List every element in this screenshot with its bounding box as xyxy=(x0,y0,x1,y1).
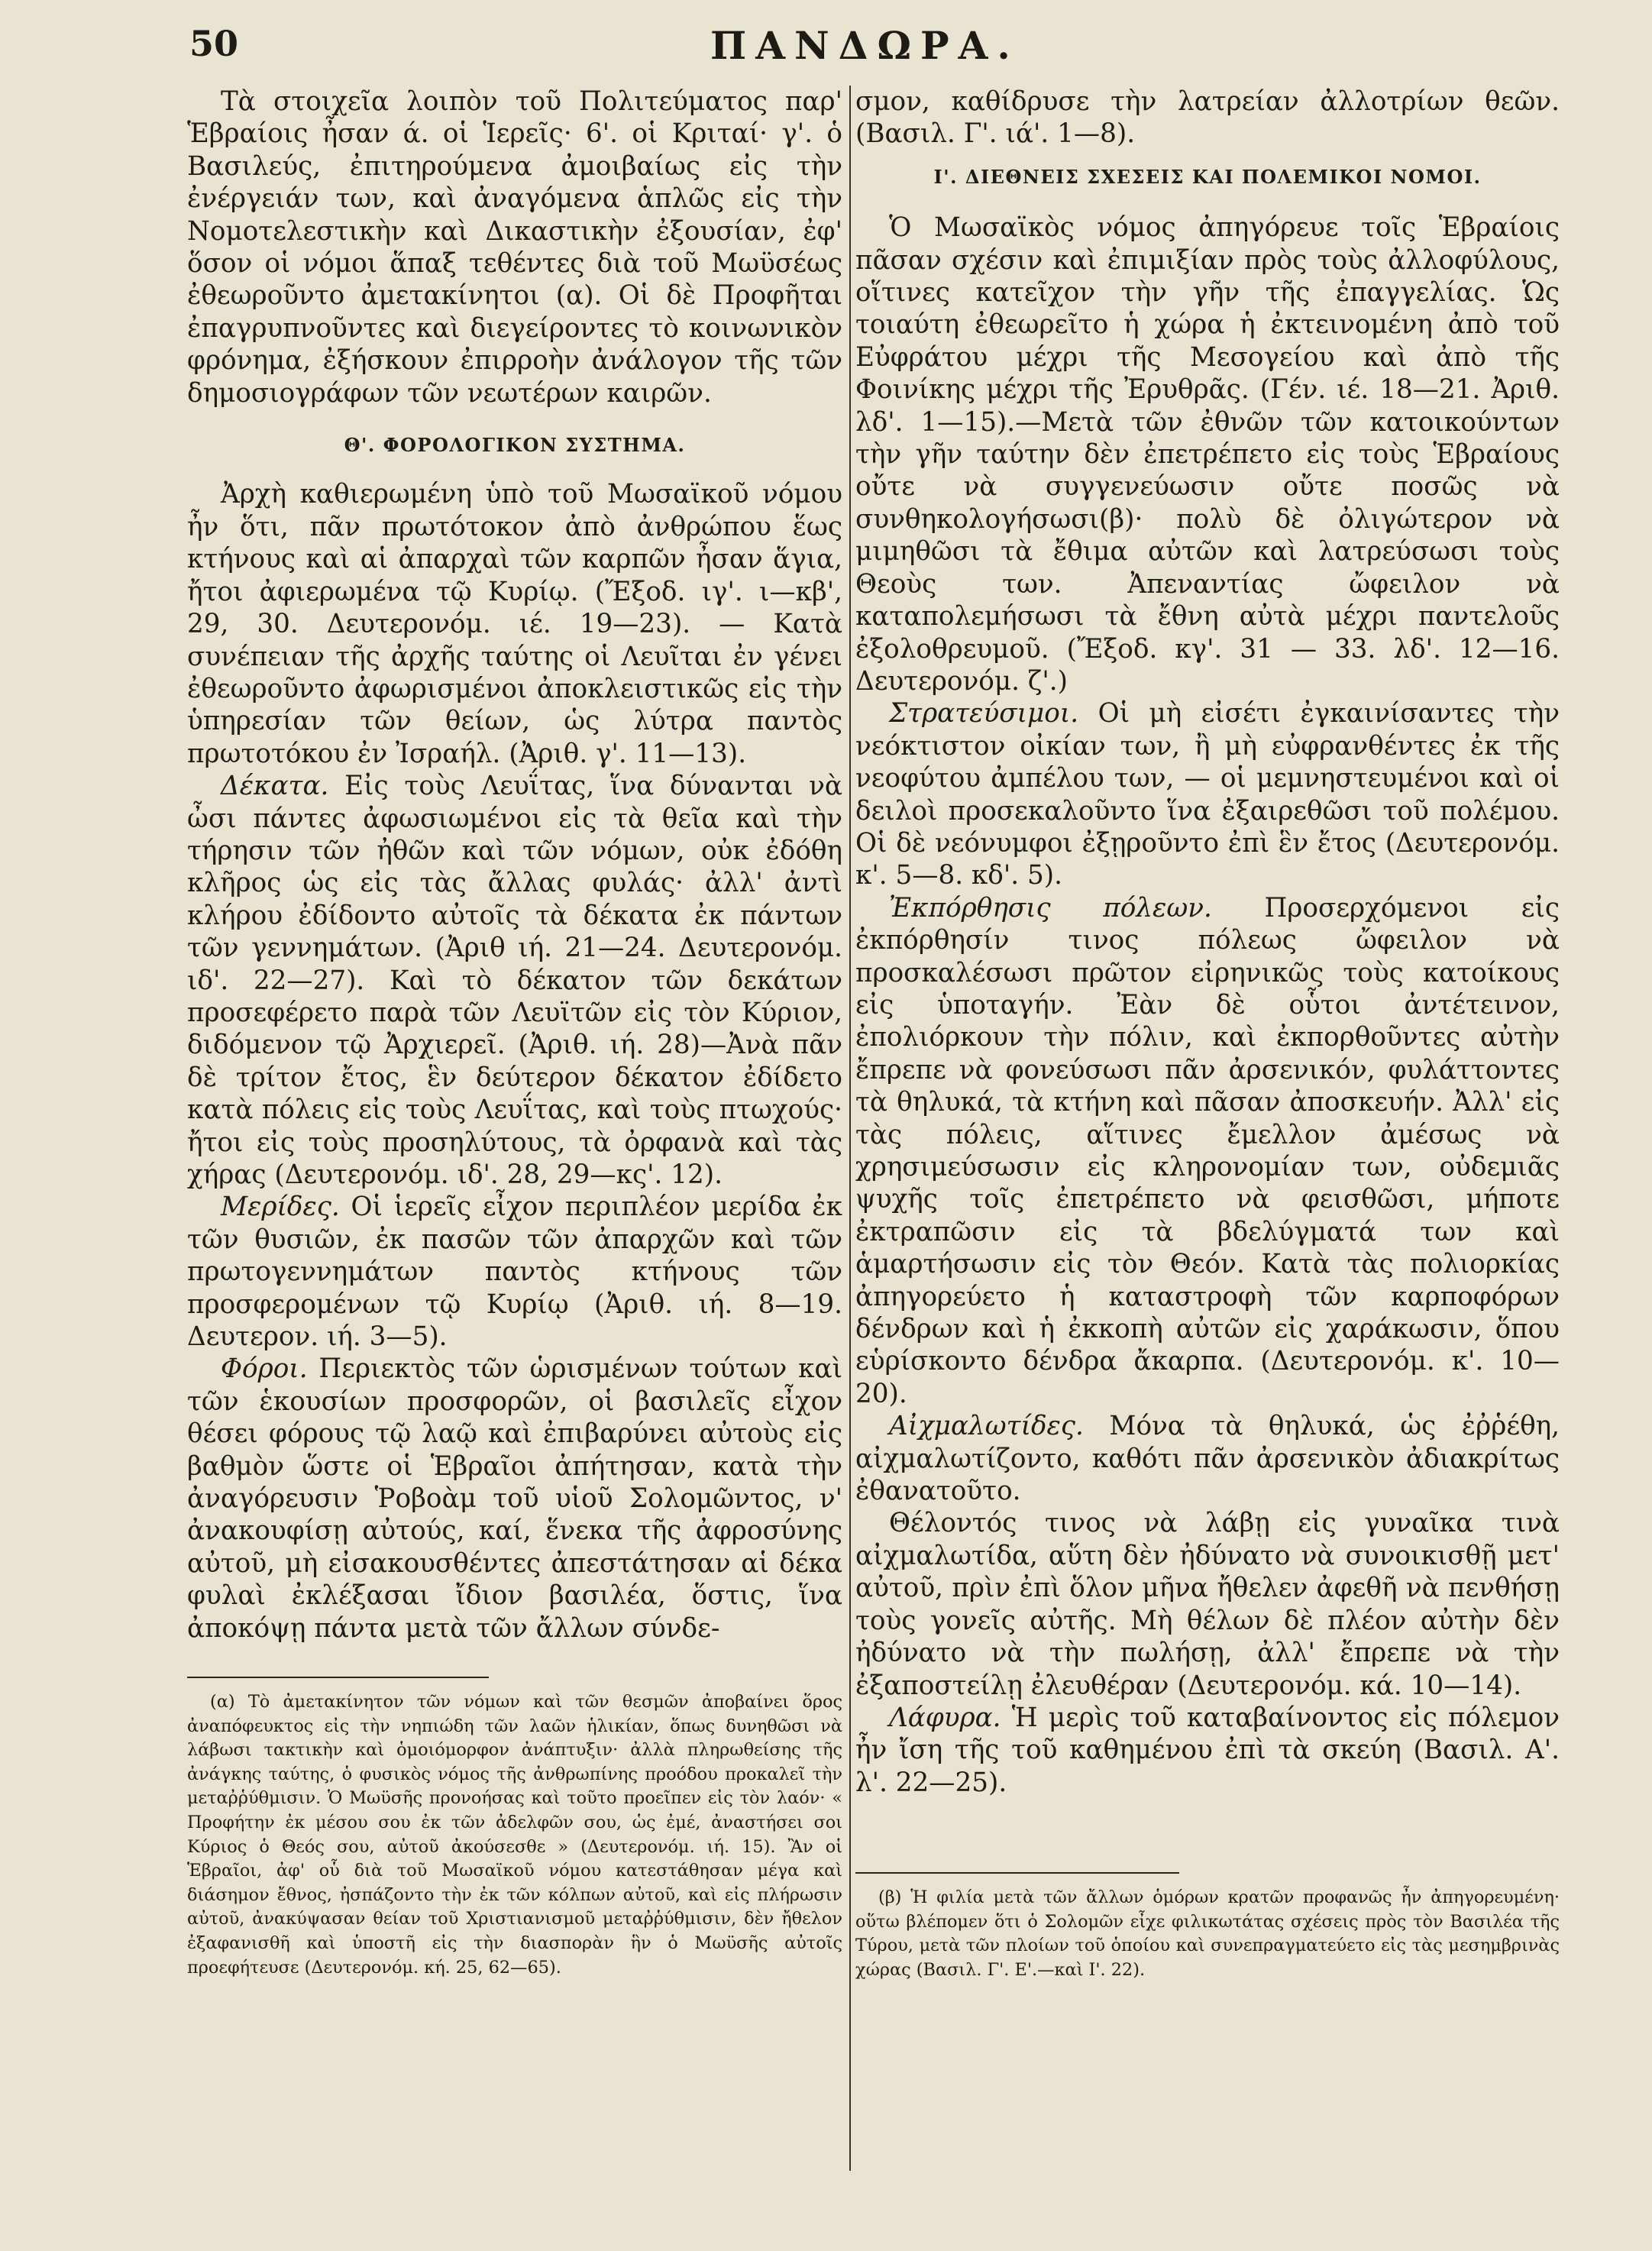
journal-title: ΠΑΝΔΩΡΑ. xyxy=(710,23,1020,68)
paragraph-portions xyxy=(187,1191,842,1353)
intro-paragraph: Τὰ στοιχεῖα λοιπὸν τοῦ Πολιτεύματος παρ' Ἑβραίοις ἦσαν ά. οἱ Ἱερεῖς· 6'. οἱ Κριταί· γ'. ὁ Βασιλεύς, ἐπιτηρούμενα ἀμοιβαίως εἰς τὴν ἐνέργειάν των, καὶ ἀναγόμενα ἁπλῶς εἰς τὴν Νομοτελεστικὴν καὶ Δικαστικὴν ἐξουσίαν, ἐφ' ὅσον οἱ νόμοι ἅπαξ τεθέντες διὰ τοῦ Μωϋσέως ἐθεωροῦντο ἀμετακίνητοι (α). Οἱ δὲ Προφῆται ἐπαγρυπνοῦντες καὶ διεγείροντες τὸ κοινωνικὸν φρόνημα, ἐξήσκουν ἐπιρροὴν ἀνάλογον τῆς τῶν δημοσιογράφων τῶν νεωτέρων καιρῶν. xyxy=(187,86,842,409)
term-portions: Μερίδες. xyxy=(221,1192,340,1223)
term-siege: Ἐκπόρθησις πόλεων. xyxy=(889,892,1212,923)
paragraph-taxes xyxy=(187,1353,842,1645)
footnote-rule xyxy=(855,1872,1179,1874)
text-taxes: Περιεκτὸς τῶν ὡρισμένων τούτων καὶ τῶν ἑκουσίων προσφορῶν, οἱ βασιλεῖς εἶχον θέσει φόρους τῷ λαῷ καὶ ἐπιβαρύνει αὐτοὺς εἰς βαθμὸν ὥστε οἱ Ἑβραῖοι ἀπήτησαν, κατὰ τὴν ἀναγόρευσιν Ῥοβοὰμ τοῦ υἱοῦ Σολομῶντος, ν' ἀνακουφίσῃ αὐτούς, καί, ἕνεκα τῆς ἀφροσύνης αὐτοῦ, μὴ εἰσακουσθέντες ἀπεστάτησαν αἱ δέκα φυλαὶ ἐκλέξασαι ἴδιον βασιλέα, ὅστις, ἵνα ἀποκόψῃ πάντα μετὰ τῶν ἄλλων σύνδε- xyxy=(187,1354,842,1644)
section-heading-tax-system: Θ'. ΦΟΡΟΛΟΓΙΚΟΝ ΣΥΣΤΗΜΑ. xyxy=(344,434,686,457)
column-divider xyxy=(849,86,851,2171)
term-taxes: Φόροι. xyxy=(221,1354,308,1385)
paragraph-first-born: Ἀρχὴ καθιερωμένη ὑπὸ τοῦ Μωσαϊκοῦ νόμου ἦν ὅτι, πᾶν πρωτότοκον ἀπὸ ἀνθρώπου ἕως κτήνους καὶ αἱ ἀπαρχαὶ τῶν καρπῶν ἦσαν ἅγια, ἤτοι ἀφιερωμένα τῷ Κυρίῳ. (Ἔξοδ. ιγ'. ι—κβ', 29, 30. Δευτερονόμ. ιέ. 19—23). — Κατὰ συνέπειαν τῆς ἀρχῆς ταύτης οἱ Λευῖται ἐν γένει ἐθεωροῦντο ἀφωρισμένοι ἀποκλειστικῶς εἰς τὴν ὑπηρεσίαν τῶν θείων, ὡς λύτρα παντὸς πρωτοτόκου ἐν Ἰσραήλ. (Ἀριθ. γ'. 11—13). xyxy=(187,479,842,769)
paragraph-siege xyxy=(855,892,1560,1411)
section-heading-international-relations: Ι'. ΔΙΕΘΝΕΙΣ ΣΧΕΣΕΙΣ ΚΑΙ ΠΟΛΕΜΙΚΟΙ ΝΟΜΟΙ. xyxy=(933,165,1482,188)
footnote-b: (β) Ἡ φιλία μετὰ τῶν ἄλλων ὁμόρων κρατῶν προφανῶς ἦν ἀπηγορευμένη· οὕτω βλέπομεν ὅτι ὁ Σολομῶν εἶχε φιλικωτάτας σχέσεις πρὸς τὸν Βασιλέα τῆς Τύρου, μετὰ τῶν πλοίων τοῦ ὁποίου καὶ συνεπραγματεύετο εἰς τὰς μεσημβρινὰς χώρας (Βασιλ. Γ'. Ε'.—καὶ Ι'. 22). xyxy=(855,1887,1560,1980)
paragraph-marriage-captive: Θέλοντός τινος νὰ λάβῃ εἰς γυναῖκα τινὰ αἰχμαλωτίδα, αὕτη δὲν ἠδύνατο νὰ συνοικισθῇ μετ' αὐτοῦ, πρὶν ἐπὶ ὅλον μῆνα ἤθελεν ἀφεθῆ νὰ πενθήσῃ τοὺς γονεῖς αὐτῆς. Μὴ θέλων δὲ πλέον αὐτὴν δὲν ἠδύνατο νὰ τὴν πωλήσῃ, ἀλλ' ἔπρεπε νὰ τὴν ἐξαποστείλῃ ἐλευθέραν (Δευτερονόμ. κά. 10—14). xyxy=(855,1508,1560,1701)
footnote-a: (α) Τὸ ἀμετακίνητον τῶν νόμων καὶ τῶν θεσμῶν ἀποβαίνει ὅρος ἀναπόφευκτος εἰς τὴν νηπιώδη τῶν λαῶν ἡλικίαν, ὅπως δυνηθῶσι νὰ λάβωσι τακτικὴν καὶ ὁμοιόμορφον ἀνάπτυξιν· ἀλλὰ πληρωθείσης τῆς ἀνάγκης ταύτης, ὁ φυσικὸς νόμος τῆς ἀνθρωπίνης προόδου προκαλεῖ τὴν μεταῤῥύθμισιν. Ὁ Μωϋσῆς προνοήσας καὶ τοῦτο προεῖπεν εἰς τὸν λαόν· « Προφήτην ἐκ μέσου σου ἐκ τῶν ἀδελφῶν σου, ὡς ἐμέ, ἀναστήσει σοι Κύριος ὁ Θεός σου, αὐτοῦ ἀκούσεσθε » (Δευτερονόμ. ιή. 15). Ἂν οἱ Ἑβραῖοι, ἀφ' οὗ διὰ τοῦ Μωσαϊκοῦ νόμου κατεστάθησαν μέγα καὶ διάσημον ἔθνος, ἠσπάζοντο τὴν ἐκ τῶν κόλπων αὐτοῦ, καὶ εἰς πλήρωσιν αὐτοῦ, ἀνακύψασαν θείαν τοῦ Χριστιανισμοῦ μεταῤῥύθμισιν, δὲν ἤθελον ἐξαφανισθῆ καὶ ὑποστῆ εἰς τὴν διασπορὰν ἣν ὁ Μωϋσῆς αὐτοῖς προεφήτευσε (Δευτερονόμ. κή. 25, 62—65). xyxy=(187,1692,842,1978)
term-conscripts: Στρατεύσιμοι. xyxy=(889,698,1079,729)
page-number: 50 xyxy=(189,23,239,64)
paragraph-conscripts xyxy=(855,697,1560,891)
text-portions: Οἱ ἱερεῖς εἶχον περιπλέον μερίδα ἐκ τῶν θυσιῶν, ἐκ πασῶν τῶν ἀπαρχῶν καὶ τῶν πρωτογεννημάτων παντὸς κτήνους τῶν προσφερομένων τῷ Κυρίῳ (Ἀριθ. ιή. 8—19. Δευτερον. ιή. 3—5). xyxy=(187,1192,842,1353)
text-tithes: Εἰς τοὺς Λευΐτας, ἵνα δύνανται νὰ ὦσι πάντες ἀφωσιωμένοι εἰς τὰ θεῖα καὶ τὴν τήρησιν τῶν ἠθῶν καὶ τῶν νόμων, οὐκ ἐδόθη κλῆρος ὡς εἰς τὰς ἄλλας φυλάς· ἀλλ' ἀντὶ κλήρου ἐδίδοντο αὐτοῖς τὰ δέκατα ἐκ πάντων τῶν γεννημάτων. (Ἀριθ ιή. 21—24. Δευτερονόμ. ιδ'. 22—27). Καὶ τὸ δέκατον τῶν δεκάτων προσεφέρετο παρὰ τῶν Λευϊτῶν εἰς τὸν Κύριον, διδόμενον τῷ Ἀρχιερεῖ. (Ἀριθ. ιή. 28)—Ἀνὰ πᾶν δὲ τρίτον ἔτος, ἓν δεύτερον δέκατον ἐδίδετο κατὰ πόλεις εἰς τοὺς Λευΐτας, καὶ τοὺς πτωχούς· ἤτοι εἰς τοὺς προσηλύτους, τὰ ὀρφανὰ καὶ τὰς χήρας (Δευτερονόμ. ιδ'. 28, 29—κς'. 12). xyxy=(187,771,842,1190)
continuation-paragraph: σμον, καθίδρυσε τὴν λατρείαν ἀλλοτρίων θεῶν. (Βασιλ. Γ'. ιά'. 1—8). xyxy=(855,86,1560,150)
paragraph-captives xyxy=(855,1410,1560,1507)
footnote-b-block xyxy=(855,1872,1560,1982)
footnote-a-block xyxy=(187,1677,842,1980)
footnote-rule xyxy=(187,1677,489,1678)
left-column xyxy=(187,86,842,1980)
term-tithes: Δέκατα. xyxy=(221,771,329,802)
text-spoils: Ἡ μερὶς τοῦ καταβαίνοντος εἰς πόλεμον ἦν ἴση τῆς τοῦ καθημένου ἐπὶ τὰ σκεύη (Βασιλ. Α'. λ'. 22—25). xyxy=(855,1702,1560,1798)
text-conscripts: Οἱ μὴ εἰσέτι ἐγκαινίσαντες τὴν νεόκτιστον οἰκίαν των, ἢ μὴ εὐφρανθέντες ἐκ τῆς νεοφύτου ἀμπέλου των, — οἱ μεμνηστευμένοι καὶ οἱ δειλοὶ προσεκαλοῦντο ἵνα ἐξαιρεθῶσι τοῦ πολέμου. Οἱ δὲ νεόνυμφοι ἐξῃροῦντο ἐπὶ ἓν ἔτος (Δευτερονόμ. κ'. 5—8. κδ'. 5). xyxy=(855,698,1560,891)
term-captives: Αἰχμαλωτίδες. xyxy=(889,1411,1084,1442)
text-siege: Προσερχόμενοι εἰς ἐκπόρθησίν τινος πόλεως ὤφειλον νὰ προσκαλέσωσι πρῶτον εἰρηνικῶς τοὺς κατοίκους εἰς ὑποταγήν. Ἐὰν δὲ οὗτοι ἀντέτεινον, ἐπολιόρκουν τὴν πόλιν, καὶ ἐκπορθοῦντες αὐτὴν ἔπρεπε νὰ φονεύσωσι πᾶν ἀρσενικόν, φυλάττοντες τὰ θηλυκά, τὰ κτήνη καὶ πᾶσαν ἀποσκευήν. Ἀλλ' εἰς τὰς πόλεις, αἵτινες ἔμελλον ἀμέσως νὰ χρησιμεύσωσιν εἰς κληρονομίαν των, οὐδεμιᾶς ψυχῆς τοῖς ἐπετρέπετο νὰ φεισθῶσι, μήποτε ἐκτραπῶσιν εἰς τὰ βδελύγματά των καὶ ἁμαρτήσωσιν εἰς τὸν Θεόν. Κατὰ τὰς πολιορκίας ἀπηγορεύετο ἡ καταστροφὴ τῶν καρποφόρων δένδρων καὶ ἡ ἐκκοπὴ αὐτῶν εἰς χαράκωσιν, ὅπου εὑρίσκοντο δένδρα ἄκαρπα. (Δευτερονόμ. κ'. 10—20). xyxy=(855,892,1560,1409)
term-spoils: Λάφυρα. xyxy=(889,1702,1001,1733)
paragraph-tithes xyxy=(187,770,842,1191)
right-column xyxy=(855,86,1560,1983)
text-captives: Μόνα τὰ θηλυκά, ὡς ἐῤῥέθη, αἰχμαλωτίζοντο, καθότι πᾶν ἀρσενικὸν ἀδιακρίτως ἐθανατοῦτο. xyxy=(855,1411,1560,1507)
paragraph-mosaic-law: Ὁ Μωσαϊκὸς νόμος ἀπηγόρευε τοῖς Ἑβραίοις πᾶσαν σχέσιν καὶ ἐπιμιξίαν πρὸς τοὺς ἀλλοφύλους, οἵτινες κατεῖχον τὴν γῆν τῆς ἐπαγγελίας. Ὡς τοιαύτη ἐθεωρεῖτο ἡ χώρα ἡ ἐκτεινομένη ἀπὸ τοῦ Εὐφράτου μέχρι τῆς Μεσογείου καὶ ἀπὸ τῆς Φοινίκης μέχρι τῆς Ἐρυθρᾶς. (Γέν. ιέ. 18—21. Ἀριθ. λδ'. 1—15).—Μετὰ τῶν ἐθνῶν τῶν κατοικούντων τὴν γῆν ταύτην δὲν ἐπετρέπετο εἰς τοὺς Ἑβραίους οὔτε νὰ συγγενεύωσιν οὔτε ποσῶς νὰ συνθηκολογήσωσι(β)· πολὺ δὲ ὀλιγώτερον νὰ μιμηθῶσι τὰ ἔθιμα αὐτῶν καὶ λατρεύσωσι τοὺς Θεοὺς των. Ἀπεναντίας ὤφειλον νὰ καταπολεμήσωσι τὰ ἔθνη αὐτὰ μέχρι παντελοῦς ἐξολοθρευμοῦ. (Ἔξοδ. κγ'. 31 — 33. λδ'. 12—16. Δευτερονόμ. ζ'.) xyxy=(855,212,1560,697)
paragraph-spoils xyxy=(855,1702,1560,1799)
